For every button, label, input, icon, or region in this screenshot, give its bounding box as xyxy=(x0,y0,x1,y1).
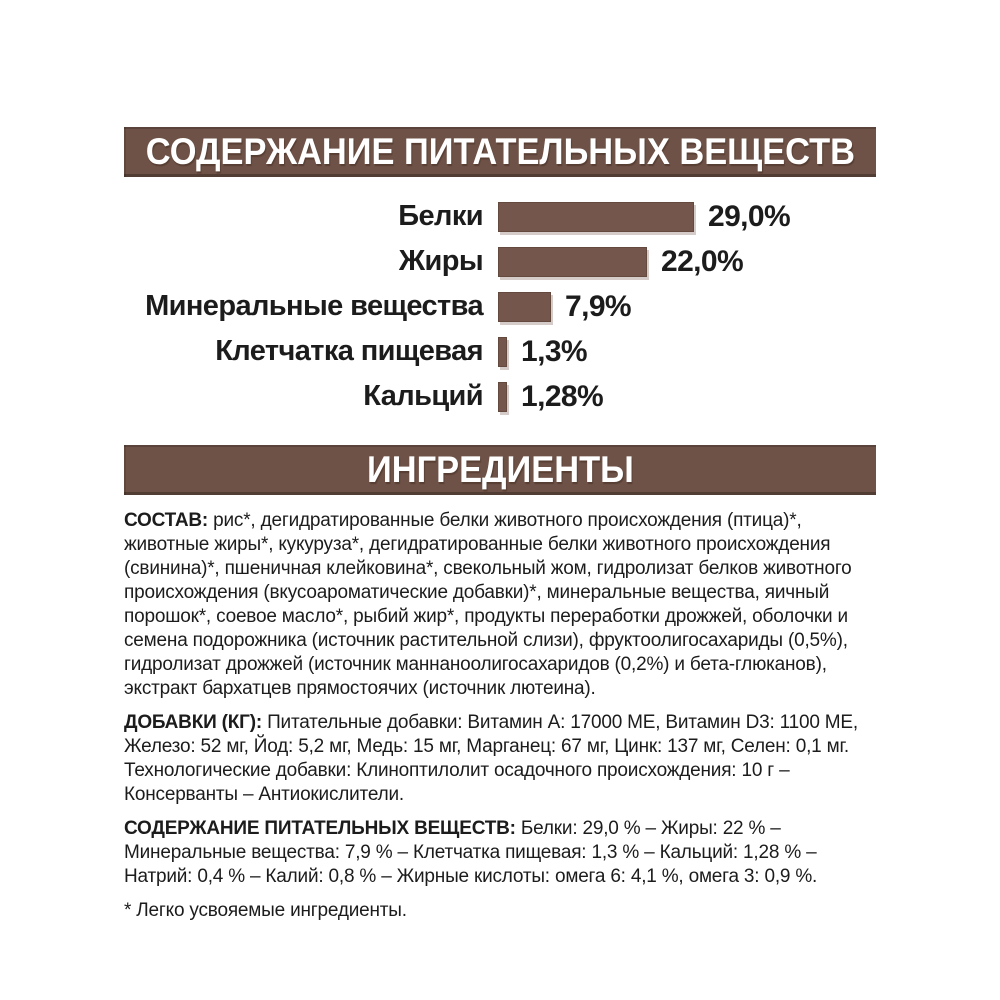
ingredients-text-blocks xyxy=(124,509,876,923)
chart-bar xyxy=(498,337,507,367)
composition-text: рис*, дегидратированные белки животного происхождения (птица)*, животные жиры*, кукуруза*, дегидратированные белки животного происхождения (свинина)*, пшеничная клейковина*, свекольный жом, гидролизат белков животного происхождения (вкусоароматические добавки)*, минеральные вещества, яичный порошок*, соевое масло*, рыбий жир*, продукты переработки дрожжей, оболочки и семена подорожника (источник растительной слизи), фруктоолигосахариды (0,5%), гидролизат дрожжей (источник маннаноолигосахаридов (0,2%) и бета-глюканов), экстракт бархатцев прямостоячих (источник лютеина). xyxy=(124,510,852,699)
analysis-label: СОДЕРЖАНИЕ ПИТАТЕЛЬНЫХ ВЕЩЕСТВ: xyxy=(124,818,516,839)
additives-paragraph xyxy=(124,711,876,807)
chart-bar xyxy=(498,382,507,412)
nutrient-bar-chart xyxy=(124,177,876,445)
chart-bar xyxy=(498,247,647,277)
chart-row xyxy=(124,284,876,329)
analysis-text: Белки: 29,0 % – Жиры: 22 % – Минеральные вещества: 7,9 % – Клетчатка пищевая: 1,3 % – Кальций: 1,28 % – Натрий: 0,4 % – Калий: 0,8 % – Жирные кислоты: омега 6: 4,1 %, омега 3: 0,9 %. xyxy=(124,818,818,887)
composition-paragraph xyxy=(124,509,876,701)
ingredients-banner-title: ИНГРЕДИЕНТЫ xyxy=(366,449,634,490)
chart-value-label: 7,9% xyxy=(565,289,631,323)
chart-category-label: Клетчатка пищевая xyxy=(215,335,483,367)
additives-label: ДОБАВКИ (КГ): xyxy=(124,712,262,733)
chart-value-label: 22,0% xyxy=(661,244,744,278)
composition-label: СОСТАВ: xyxy=(124,510,209,531)
chart-value-label: 29,0% xyxy=(708,199,791,233)
chart-value-label: 1,28% xyxy=(521,379,604,413)
chart-bar xyxy=(498,292,551,322)
chart-bar xyxy=(498,202,694,232)
footnote-text: * Легко усвояемые ингредиенты. xyxy=(124,900,407,921)
chart-value-label: 1,3% xyxy=(521,334,587,368)
analysis-paragraph xyxy=(124,817,876,889)
chart-row xyxy=(124,329,876,374)
chart-row xyxy=(124,374,876,419)
chart-category-label: Минеральные вещества xyxy=(145,290,483,322)
chart-category-label: Кальций xyxy=(363,380,483,412)
nutrients-banner xyxy=(124,127,876,177)
additives-text: Питательные добавки: Витамин А: 17000 МЕ, Витамин D3: 1100 МЕ, Железо: 52 мг, Йод: 5,2 мг, Медь: 15 мг, Марганец: 67 мг, Цинк: 137 мг, Селен: 0,1 мг. Технологические добавки: Клиноптилолит осадочного происхождения: 10 г – Консерванты – Антиокислители. xyxy=(124,712,858,805)
footnote xyxy=(124,899,876,923)
chart-category-label: Жиры xyxy=(398,245,483,277)
ingredients-banner xyxy=(124,445,876,495)
nutrients-banner-title: СОДЕРЖАНИЕ ПИТАТЕЛЬНЫХ ВЕЩЕСТВ xyxy=(145,131,855,172)
chart-row xyxy=(124,194,876,239)
chart-category-label: Белки xyxy=(398,200,483,232)
nutrition-label-panel xyxy=(124,127,876,933)
chart-row xyxy=(124,239,876,284)
